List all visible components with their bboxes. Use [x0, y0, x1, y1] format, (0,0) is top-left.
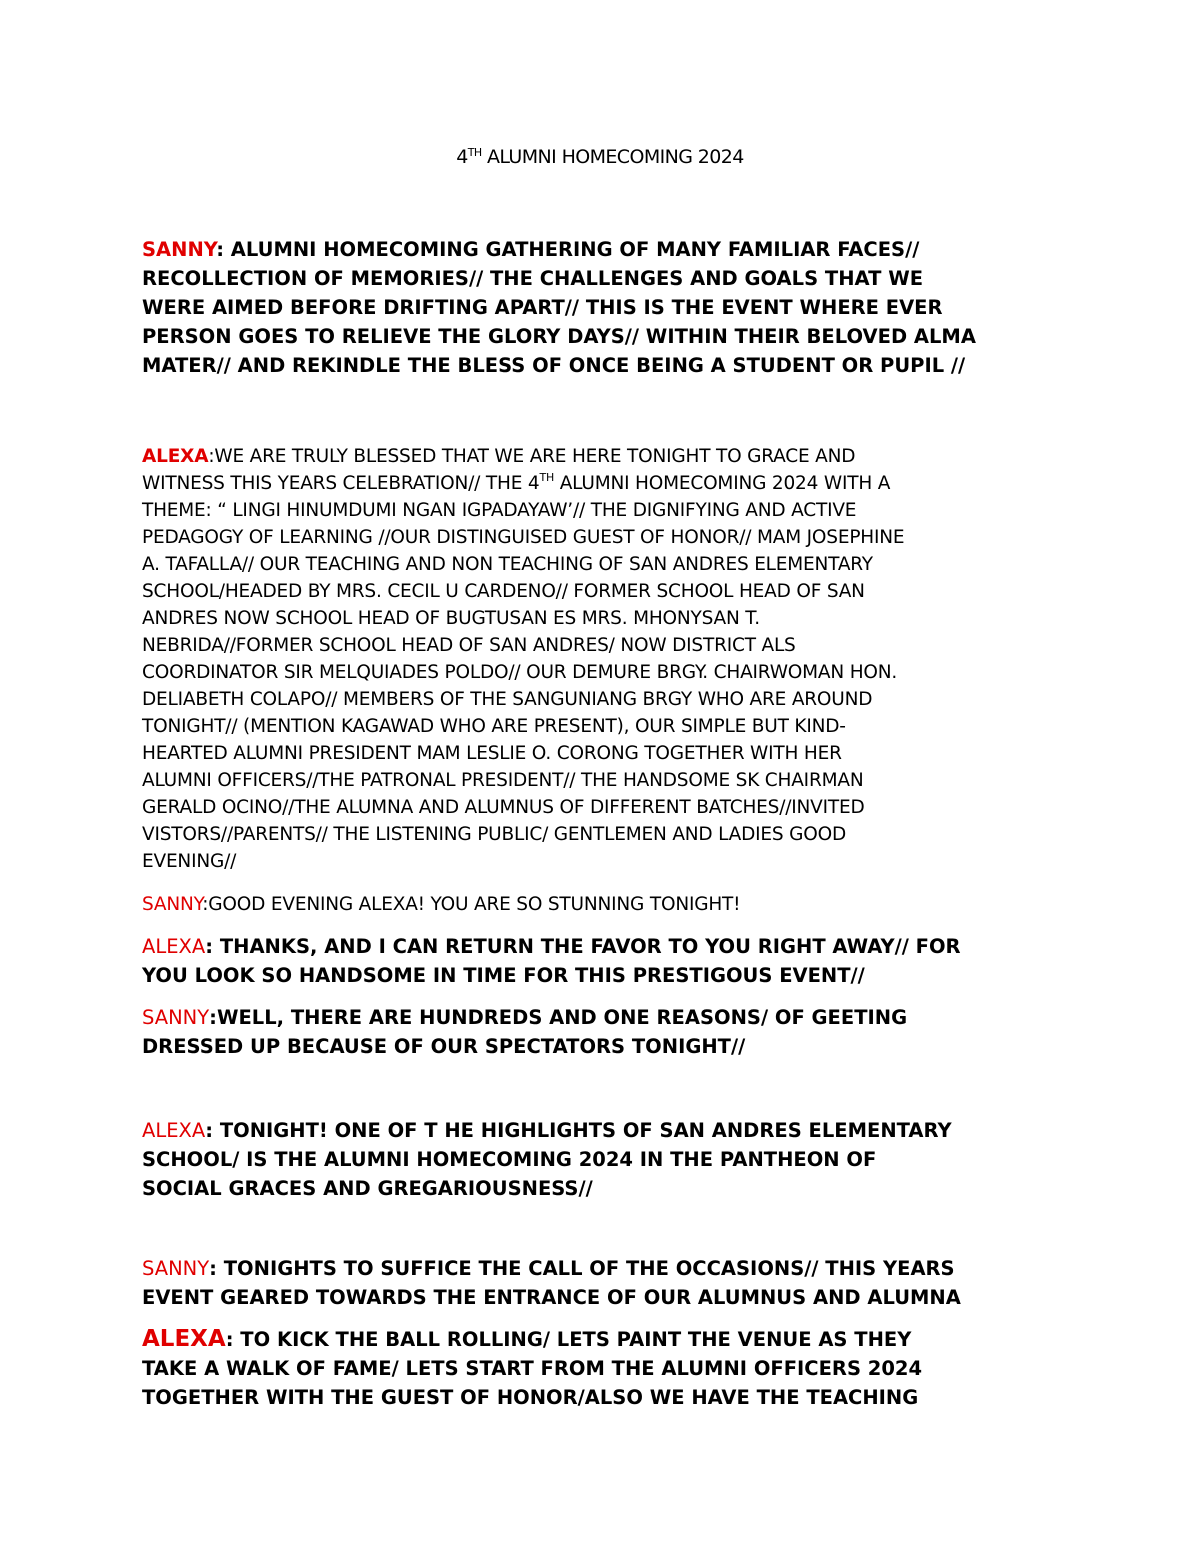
script-line: COORDINATOR SIR MELQUIADES POLDO// OUR DEMURE BRGY. CHAIRWOMAN HON. — [142, 662, 898, 683]
script-block-alexa-kick-off — [142, 1325, 1082, 1412]
script-line: HEARTED ALUMNI PRESIDENT MAM LESLIE O. CORONG TOGETHER WITH HER — [142, 743, 842, 764]
script-line: ALEXA: TONIGHT! ONE OF T HE HIGHLIGHTS OF SAN ANDRES ELEMENTARY — [142, 1119, 952, 1142]
document-title — [0, 144, 1200, 170]
script-line: ALEXA:WE ARE TRULY BLESSED THAT WE ARE HERE TONIGHT TO GRACE AND — [142, 446, 856, 467]
script-line: SCHOOL/ IS THE ALUMNI HOMECOMING 2024 IN THE PANTHEON OF — [142, 1148, 877, 1171]
script-line: YOU LOOK SO HANDSOME IN TIME FOR THIS PRESTIGOUS EVENT// — [142, 964, 865, 987]
script-line: SOCIAL GRACES AND GREGARIOUSNESS// — [142, 1177, 593, 1200]
script-line: THEME: “ LINGI HINUMDUMI NGAN IGPADAYAW’// THE DIGNIFYING AND ACTIVE — [142, 500, 857, 521]
script-block-sanny-well — [142, 1003, 1082, 1061]
script-line: ALEXA: THANKS, AND I CAN RETURN THE FAVOR TO YOU RIGHT AWAY// FOR — [142, 935, 961, 958]
script-line: DELIABETH COLAPO// MEMBERS OF THE SANGUNIANG BRGY WHO ARE AROUND — [142, 689, 873, 710]
script-line: GERALD OCINO//THE ALUMNA AND ALUMNUS OF DIFFERENT BATCHES//INVITED — [142, 797, 865, 818]
speaker-label: ALEXA — [142, 935, 206, 958]
script-line: TONIGHT// (MENTION KAGAWAD WHO ARE PRESENT), OUR SIMPLE BUT KIND- — [142, 716, 846, 737]
script-block-alexa-thanks — [142, 932, 1082, 990]
script-line: DRESSED UP BECAUSE OF OUR SPECTATORS TONIGHT// — [142, 1035, 746, 1058]
script-line: EVENT GEARED TOWARDS THE ENTRANCE OF OUR ALUMNUS AND ALUMNA — [142, 1286, 961, 1309]
script-block-alexa-greetings — [142, 443, 1082, 875]
script-line: A. TAFALLA// OUR TEACHING AND NON TEACHING OF SAN ANDRES ELEMENTARY — [142, 554, 873, 575]
speaker-label: SANNY — [142, 894, 203, 915]
title-ordinal-suffix: TH — [467, 146, 482, 159]
speaker-label: ALEXA — [142, 446, 209, 467]
script-line: TOGETHER WITH THE GUEST OF HONOR/ALSO WE HAVE THE TEACHING — [142, 1386, 919, 1409]
speaker-label: SANNY — [142, 1006, 210, 1029]
script-line: ALEXA: TO KICK THE BALL ROLLING/ LETS PAINT THE VENUE AS THEY — [142, 1326, 912, 1352]
script-block-sanny-tonights — [142, 1254, 1082, 1312]
script-block-sanny-opening — [142, 235, 1082, 380]
script-line: RECOLLECTION OF MEMORIES// THE CHALLENGES AND GOALS THAT WE — [142, 267, 924, 290]
script-line: ANDRES NOW SCHOOL HEAD OF BUGTUSAN ES MRS. MHONYSAN T. — [142, 608, 760, 629]
script-line: SANNY: TONIGHTS TO SUFFICE THE CALL OF THE OCCASIONS// THIS YEARS — [142, 1257, 955, 1280]
script-line: PEDAGOGY OF LEARNING //OUR DISTINGUISED GUEST OF HONOR// MAM JOSEPHINE — [142, 527, 905, 548]
script-line: SANNY:GOOD EVENING ALEXA! YOU ARE SO STUNNING TONIGHT! — [142, 894, 741, 915]
script-block-alexa-tonight — [142, 1116, 1082, 1203]
title-text: ALUMNI HOMECOMING 2024 — [481, 146, 744, 168]
script-line: PERSON GOES TO RELIEVE THE GLORY DAYS// WITHIN THEIR BELOVED ALMA — [142, 325, 976, 348]
speaker-label: SANNY — [142, 1257, 210, 1280]
script-line: EVENING// — [142, 851, 237, 872]
script-line: ALUMNI OFFICERS//THE PATRONAL PRESIDENT// THE HANDSOME SK CHAIRMAN — [142, 770, 864, 791]
script-line: MATER// AND REKINDLE THE BLESS OF ONCE BEING A STUDENT OR PUPIL // — [142, 354, 966, 377]
script-block-sanny-good-evening — [142, 891, 1082, 918]
speaker-label: ALEXA — [142, 1119, 206, 1142]
script-line: TAKE A WALK OF FAME/ LETS START FROM THE ALUMNI OFFICERS 2024 — [142, 1357, 923, 1380]
script-line: NEBRIDA//FORMER SCHOOL HEAD OF SAN ANDRES/ NOW DISTRICT ALS — [142, 635, 796, 656]
script-line: SCHOOL/HEADED BY MRS. CECIL U CARDENO// FORMER SCHOOL HEAD OF SAN — [142, 581, 865, 602]
speaker-label: SANNY — [142, 238, 217, 261]
script-line: SANNY:WELL, THERE ARE HUNDREDS AND ONE REASONS/ OF GEETING — [142, 1006, 908, 1029]
script-line: WITNESS THIS YEARS CELEBRATION// THE 4TH ALUMNI HOMECOMING 2024 WITH A — [142, 471, 891, 494]
title-number: 4 — [456, 146, 468, 168]
script-line: SANNY: ALUMNI HOMECOMING GATHERING OF MANY FAMILIAR FACES// — [142, 238, 920, 261]
script-line: VISTORS//PARENTS// THE LISTENING PUBLIC/ GENTLEMEN AND LADIES GOOD — [142, 824, 847, 845]
script-line: WERE AIMED BEFORE DRIFTING APART// THIS IS THE EVENT WHERE EVER — [142, 296, 943, 319]
speaker-label: ALEXA — [142, 1326, 226, 1352]
